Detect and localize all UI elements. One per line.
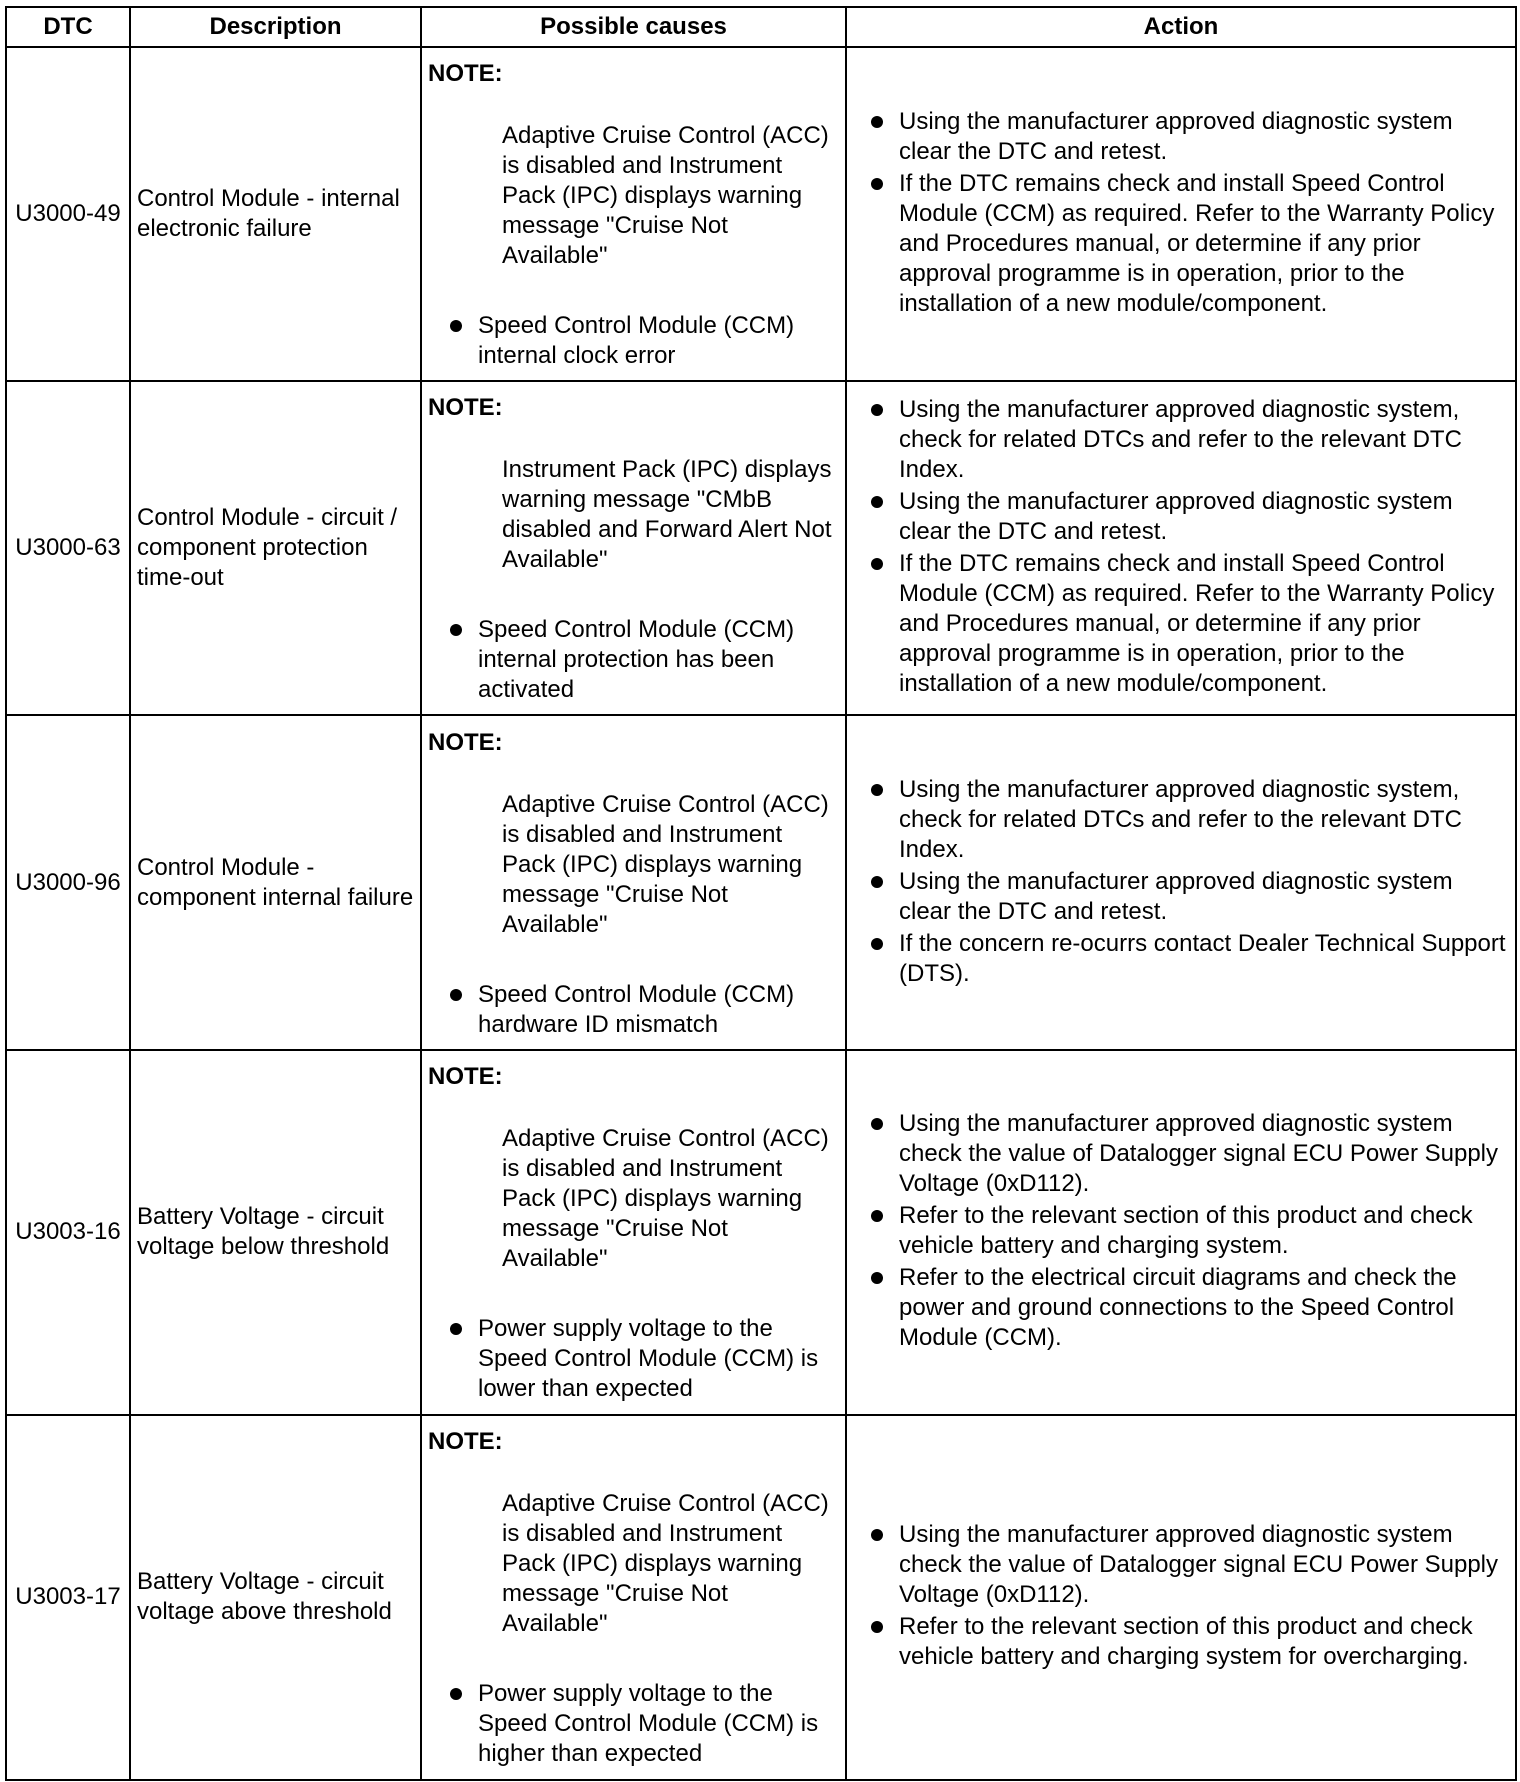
action-item: Using the manufacturer approved diagnostic system, check for related DTCs and refer to the relevant DTC Index. [867,395,1507,485]
possible-causes-cell [421,381,846,715]
action-item: Refer to the electrical circuit diagrams and check the power and ground connections to the Speed Control Module (CCM). [867,1263,1507,1353]
dtc-code: U3003-16 [6,1050,130,1415]
dtc-description: Battery Voltage - circuit voltage above threshold [130,1415,421,1780]
action-item: Using the manufacturer approved diagnostic system clear the DTC and retest. [867,867,1507,927]
table-body [6,47,1516,1780]
causes-list [446,1314,837,1404]
action-item: Refer to the relevant section of this product and check vehicle battery and charging system. [867,1201,1507,1261]
action-item: Using the manufacturer approved diagnostic system clear the DTC and retest. [867,487,1507,547]
actions-list [867,775,1507,989]
dtc-code: U3000-63 [6,381,130,715]
action-item: If the DTC remains check and install Speed Control Module (CCM) as required. Refer to the Warranty Policy and Procedures manual, or determine if any prior approval programme is in operation, prior to the installation of a new module/component. [867,549,1507,699]
action-cell [846,715,1516,1049]
actions-list [867,1520,1507,1672]
note-text: Adaptive Cruise Control (ACC) is disabled and Instrument Pack (IPC) displays warning message "Cruise Not Available" [502,1125,829,1273]
header-action: Action [846,7,1516,47]
action-item: Using the manufacturer approved diagnostic system, check for related DTCs and refer to the relevant DTC Index. [867,775,1507,865]
dtc-code: U3000-96 [6,715,130,1049]
dtc-description: Control Module - circuit / component protection time-out [130,381,421,715]
table-row [6,381,1516,715]
action-cell [846,47,1516,381]
table-row [6,1050,1516,1415]
action-item: Using the manufacturer approved diagnostic system check the value of Datalogger signal ECU Power Supply Voltage (0xD112). [867,1520,1507,1610]
causes-list [446,980,837,1040]
possible-causes-cell [421,715,846,1049]
action-item: Using the manufacturer approved diagnostic system clear the DTC and retest. [867,107,1507,167]
header-description: Description [130,7,421,47]
dtc-description: Control Module - internal electronic failure [130,47,421,381]
possible-causes-cell [421,1050,846,1415]
cause-item: Power supply voltage to the Speed Control Module (CCM) is higher than expected [446,1679,837,1769]
possible-causes-cell [421,1415,846,1780]
action-cell [846,1050,1516,1415]
dtc-description: Battery Voltage - circuit voltage below threshold [130,1050,421,1415]
table-row [6,1415,1516,1780]
action-cell [846,381,1516,715]
cause-item: Speed Control Module (CCM) internal protection has been activated [446,615,837,705]
note-label: NOTE: [428,728,503,756]
cause-item: Speed Control Module (CCM) internal clock error [446,311,837,371]
note-label: NOTE: [428,394,503,422]
note-text: Adaptive Cruise Control (ACC) is disabled and Instrument Pack (IPC) displays warning message "Cruise Not Available" [502,122,829,270]
cause-item: Power supply voltage to the Speed Control Module (CCM) is lower than expected [446,1314,837,1404]
note-label: NOTE: [428,1063,503,1091]
possible-causes-cell [421,47,846,381]
actions-list [867,395,1507,699]
dtc-table [5,6,1517,1781]
dtc-code: U3000-49 [6,47,130,381]
causes-list [446,1679,837,1769]
action-item: Using the manufacturer approved diagnostic system check the value of Datalogger signal ECU Power Supply Voltage (0xD112). [867,1109,1507,1199]
note-label: NOTE: [428,1428,503,1456]
note-label: NOTE: [428,60,503,88]
header-possible-causes: Possible causes [421,7,846,47]
action-item: Refer to the relevant section of this product and check vehicle battery and charging system for overcharging. [867,1612,1507,1672]
causes-list [446,615,837,705]
table-row [6,47,1516,381]
table-row [6,715,1516,1049]
dtc-code: U3003-17 [6,1415,130,1780]
note-text: Adaptive Cruise Control (ACC) is disabled and Instrument Pack (IPC) displays warning message "Cruise Not Available" [502,790,829,938]
action-cell [846,1415,1516,1780]
note-text: Instrument Pack (IPC) displays warning message "CMbB disabled and Forward Alert Not Available" [502,456,832,574]
action-item: If the concern re-ocurrs contact Dealer Technical Support (DTS). [867,929,1507,989]
actions-list [867,107,1507,319]
dtc-description: Control Module - component internal failure [130,715,421,1049]
header-dtc: DTC [6,7,130,47]
table-header-row [6,7,1516,47]
causes-list [446,311,837,371]
cause-item: Speed Control Module (CCM) hardware ID mismatch [446,980,837,1040]
actions-list [867,1109,1507,1353]
action-item: If the DTC remains check and install Speed Control Module (CCM) as required. Refer to the Warranty Policy and Procedures manual, or determine if any prior approval programme is in operation, prior to the installation of a new module/component. [867,169,1507,319]
note-text: Adaptive Cruise Control (ACC) is disabled and Instrument Pack (IPC) displays warning message "Cruise Not Available" [502,1490,829,1638]
